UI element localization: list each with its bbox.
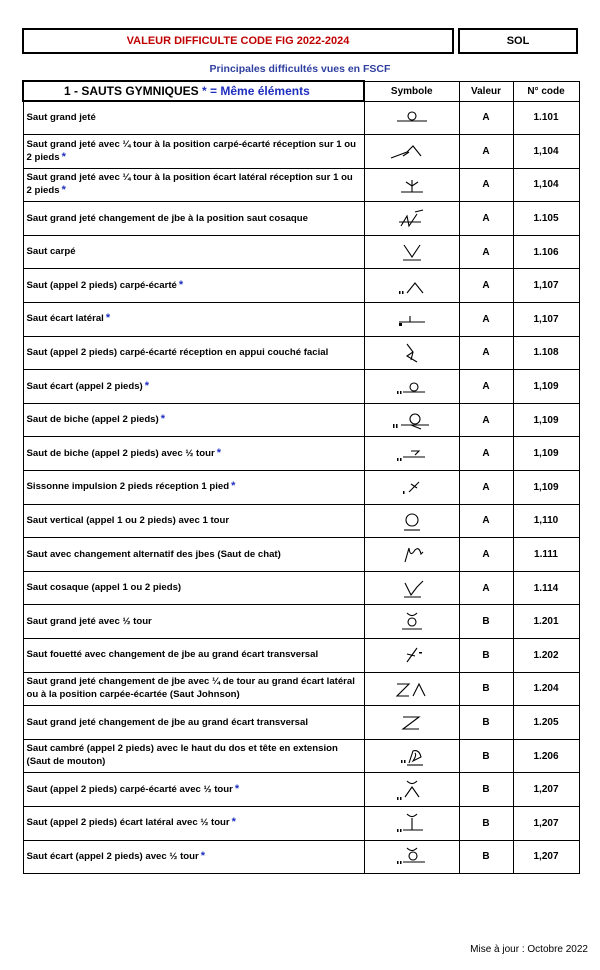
- element-name: Saut vertical (appel 1 ou 2 pieds) avec 1 tour: [26, 515, 230, 527]
- same-element-marker: *: [216, 446, 221, 459]
- same-element-marker: *: [231, 816, 236, 829]
- difficulty-value: A: [459, 571, 513, 605]
- difficulty-value: B: [459, 605, 513, 639]
- code-number: 1.106: [513, 235, 579, 269]
- grand-jete-half-turn-symbol: [377, 609, 447, 635]
- section-title: 1 - SAUTS GYMNIQUES: [64, 84, 199, 98]
- same-element-marker: *: [234, 782, 240, 795]
- element-name: Saut grand jeté changement de jbe avec ¼ de tour au grand écart latéral ou à la position carpée-écartée (Saut Johnson): [26, 676, 355, 700]
- symbol-cell: [364, 840, 459, 874]
- full-turn-jump-symbol: [377, 508, 447, 534]
- element-name-cell: [23, 235, 364, 269]
- difficulty-value: A: [459, 370, 513, 404]
- element-name-cell: [23, 571, 364, 605]
- table-row: [23, 706, 579, 740]
- element-name-cell: [23, 370, 364, 404]
- table-row: [23, 571, 579, 605]
- element-name-cell: [23, 739, 364, 773]
- element-name-cell: [23, 538, 364, 572]
- table-row: [23, 806, 579, 840]
- table-row: [23, 403, 579, 437]
- switch-cossack-symbol: [377, 206, 447, 232]
- same-element-marker: *: [160, 413, 165, 426]
- element-name: Saut grand jeté: [26, 112, 96, 124]
- table-row: [23, 605, 579, 639]
- element-name-cell: [23, 639, 364, 673]
- difficulty-value: B: [459, 773, 513, 807]
- table-row: [23, 303, 579, 337]
- code-number: 1,109: [513, 471, 579, 505]
- table-row: [23, 168, 579, 202]
- johnson-leap-symbol: [377, 676, 447, 702]
- table-row: [23, 370, 579, 404]
- subtitle: Principales difficultés vues en FSCF: [209, 63, 391, 75]
- code-number: 1,207: [513, 806, 579, 840]
- symbol-cell: [364, 269, 459, 303]
- symbol-cell: [364, 739, 459, 773]
- symbol-cell: [364, 504, 459, 538]
- difficulty-value: B: [459, 706, 513, 740]
- table-row: [23, 269, 579, 303]
- element-name: Saut écart (appel 2 pieds): [26, 380, 143, 392]
- code-number: 1.108: [513, 336, 579, 370]
- code-number: 1.114: [513, 571, 579, 605]
- symbol-cell: [364, 773, 459, 807]
- element-name: Saut de biche (appel 2 pieds) avec ½ tour: [26, 447, 215, 459]
- document-title: VALEUR DIFFICULTE CODE FIG 2022-2024: [22, 28, 454, 54]
- element-name-cell: [23, 605, 364, 639]
- table-row: [23, 773, 579, 807]
- symbol-cell: [364, 538, 459, 572]
- element-name: Saut (appel 2 pieds) carpé-écarté réception en appui couché facial: [26, 347, 329, 359]
- table-row: [23, 840, 579, 874]
- difficulty-value: B: [459, 639, 513, 673]
- code-number: 1,104: [513, 168, 579, 202]
- pike-jump-symbol: [377, 239, 447, 265]
- sheep-jump-symbol: [377, 743, 447, 769]
- code-number: 1,110: [513, 504, 579, 538]
- element-name-cell: [23, 773, 364, 807]
- element-name: Sissonne impulsion 2 pieds réception 1 pied: [26, 481, 230, 493]
- code-number: 1,207: [513, 840, 579, 874]
- element-name: Saut (appel 2 pieds) carpé-écarté: [26, 279, 177, 291]
- table-row: [23, 437, 579, 471]
- pike-straddle-symbol: [377, 273, 447, 299]
- fouette-switch-symbol: [377, 642, 447, 668]
- table-row: [23, 538, 579, 572]
- element-name-cell: [23, 403, 364, 437]
- split-half-symbol: [377, 844, 447, 870]
- difficulty-value: A: [459, 202, 513, 236]
- element-name-cell: [23, 706, 364, 740]
- difficulty-value: B: [459, 840, 513, 874]
- table-row: [23, 739, 579, 773]
- table-row: [23, 504, 579, 538]
- pike-straddle-half-symbol: [377, 777, 447, 803]
- difficulty-value: A: [459, 538, 513, 572]
- stag-half-turn-symbol: [377, 441, 447, 467]
- symbol-cell: [364, 370, 459, 404]
- code-number: 1.105: [513, 202, 579, 236]
- element-name: Saut cosaque (appel 1 ou 2 pieds): [26, 582, 182, 594]
- switch-leap-symbol: [377, 709, 447, 735]
- table-header-row: [23, 81, 579, 101]
- symbol-cell: [364, 639, 459, 673]
- same-element-marker: *: [231, 480, 236, 493]
- element-name-cell: [23, 840, 364, 874]
- difficulty-value: A: [459, 403, 513, 437]
- symbol-cell: [364, 437, 459, 471]
- element-name: Saut de biche (appel 2 pieds): [26, 414, 159, 426]
- code-number: 1,104: [513, 135, 579, 169]
- symbol-cell: [364, 101, 459, 135]
- same-element-marker: *: [61, 150, 66, 163]
- symbol-cell: [364, 471, 459, 505]
- element-name-cell: [23, 672, 364, 706]
- code-number: 1,107: [513, 269, 579, 303]
- same-element-marker: *: [200, 849, 205, 862]
- element-name-cell: [23, 202, 364, 236]
- table-row: [23, 336, 579, 370]
- element-name: Saut fouetté avec changement de jbe au grand écart transversal: [26, 649, 319, 661]
- code-number: 1,109: [513, 403, 579, 437]
- table-row: [23, 235, 579, 269]
- table-row: [23, 471, 579, 505]
- element-name: Saut grand jeté changement de jbe à la position saut cosaque: [26, 212, 308, 224]
- cossack-jump-symbol: [377, 575, 447, 601]
- difficulty-value: B: [459, 739, 513, 773]
- symbol-cell: [364, 303, 459, 337]
- sissonne-symbol: [377, 474, 447, 500]
- symbol-cell: [364, 235, 459, 269]
- element-name: Saut écart latéral: [26, 313, 104, 325]
- difficulty-value: B: [459, 806, 513, 840]
- element-name-cell: [23, 806, 364, 840]
- element-name: Saut (appel 2 pieds) écart latéral avec ½ tour: [26, 817, 230, 829]
- difficulty-table: [22, 80, 580, 874]
- element-name-cell: [23, 303, 364, 337]
- element-name-cell: [23, 471, 364, 505]
- code-number: 1.205: [513, 706, 579, 740]
- element-name: Saut grand jeté avec ¼ tour à la position écart latéral réception sur 1 ou 2 pieds: [26, 172, 353, 197]
- element-name: Saut grand jeté changement de jbe au grand écart transversal: [26, 716, 309, 728]
- column-header-value: Valeur: [459, 81, 513, 101]
- symbol-cell: [364, 202, 459, 236]
- symbol-cell: [364, 135, 459, 169]
- code-number: 1,109: [513, 437, 579, 471]
- side-split-symbol: [377, 306, 447, 332]
- table-row: [23, 135, 579, 169]
- same-element-marker: *: [105, 312, 111, 325]
- same-element-marker: *: [144, 379, 150, 392]
- table-row: [23, 202, 579, 236]
- straddle-front-support-symbol: [377, 340, 447, 366]
- same-element-marker: *: [178, 278, 184, 291]
- code-number: 1.202: [513, 639, 579, 673]
- code-number: 1.204: [513, 672, 579, 706]
- symbol-cell: [364, 706, 459, 740]
- update-date: Mise à jour : Octobre 2022: [470, 944, 588, 955]
- symbol-cell: [364, 672, 459, 706]
- table-row: [23, 672, 579, 706]
- split-two-feet-symbol: [377, 374, 447, 400]
- element-name: Saut grand jeté avec ½ tour: [26, 615, 152, 627]
- symbol-cell: [364, 336, 459, 370]
- element-name: Saut carpé: [26, 246, 76, 258]
- section-note: * = Même éléments: [202, 84, 310, 98]
- element-name-cell: [23, 504, 364, 538]
- header: [22, 28, 578, 56]
- code-number: 1.201: [513, 605, 579, 639]
- side-split-quarter-symbol: [377, 172, 447, 198]
- table-row: [23, 101, 579, 135]
- element-name-cell: [23, 101, 364, 135]
- element-name: Saut (appel 2 pieds) carpé-écarté avec ½ tour: [26, 783, 233, 795]
- code-number: 1.101: [513, 101, 579, 135]
- side-split-half-symbol: [377, 810, 447, 836]
- difficulty-value: B: [459, 672, 513, 706]
- symbol-cell: [364, 605, 459, 639]
- element-name: Saut avec changement alternatif des jbes (Saut de chat): [26, 548, 281, 560]
- code-number: 1.111: [513, 538, 579, 572]
- element-name: Saut cambré (appel 2 pieds) avec le haut du dos et tête en extension (Saut de mouton): [26, 743, 338, 768]
- same-element-marker: *: [61, 184, 66, 197]
- element-name: Saut grand jeté avec ¼ tour à la position carpé-écarté réception sur 1 ou 2 pieds: [26, 138, 356, 163]
- difficulty-value: A: [459, 235, 513, 269]
- code-number: 1.206: [513, 739, 579, 773]
- difficulty-value: A: [459, 168, 513, 202]
- pike-straddle-quarter-symbol: [377, 138, 447, 164]
- cat-leap-symbol: [377, 542, 447, 568]
- element-name-cell: [23, 269, 364, 303]
- element-name-cell: [23, 135, 364, 169]
- symbol-cell: [364, 403, 459, 437]
- element-name-cell: [23, 437, 364, 471]
- symbol-cell: [364, 571, 459, 605]
- apparatus-label: SOL: [458, 28, 578, 54]
- grand-jete-symbol: [377, 105, 447, 131]
- difficulty-value: A: [459, 437, 513, 471]
- column-header-code: N° code: [513, 81, 579, 101]
- section-title-cell: [23, 81, 364, 101]
- stag-two-feet-symbol: [377, 407, 447, 433]
- column-header-symbol: Symbole: [364, 81, 459, 101]
- table-row: [23, 639, 579, 673]
- difficulty-value: A: [459, 504, 513, 538]
- code-number: 1,109: [513, 370, 579, 404]
- element-name-cell: [23, 336, 364, 370]
- difficulty-value: A: [459, 336, 513, 370]
- difficulty-value: A: [459, 101, 513, 135]
- difficulty-value: A: [459, 471, 513, 505]
- difficulty-value: A: [459, 303, 513, 337]
- symbol-cell: [364, 806, 459, 840]
- symbol-cell: [364, 168, 459, 202]
- element-name: Saut écart (appel 2 pieds) avec ½ tour: [26, 850, 199, 862]
- difficulty-value: A: [459, 269, 513, 303]
- code-number: 1,207: [513, 773, 579, 807]
- element-name-cell: [23, 168, 364, 202]
- difficulty-value: A: [459, 135, 513, 169]
- code-number: 1,107: [513, 303, 579, 337]
